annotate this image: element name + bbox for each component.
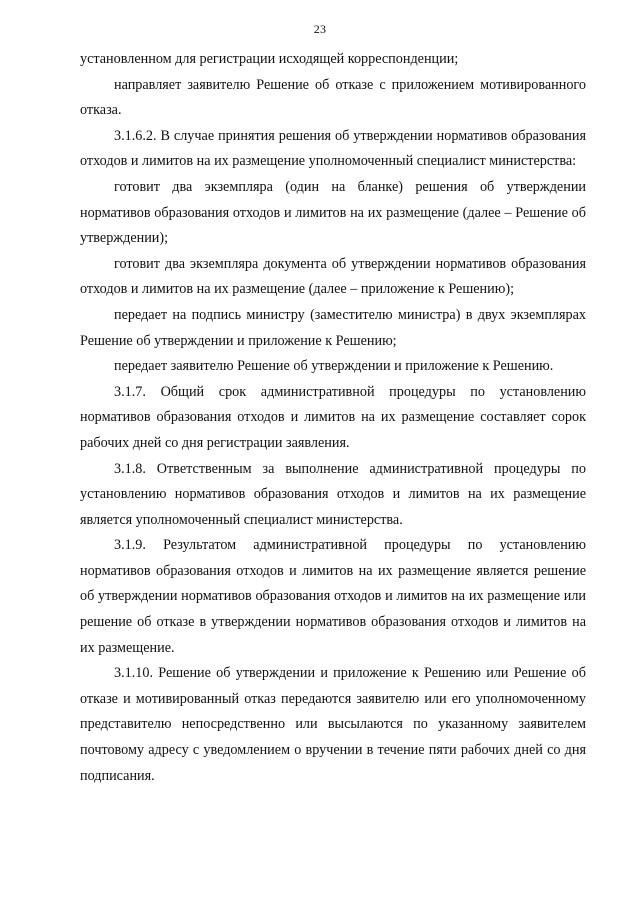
paragraph: 3.1.10. Решение об утверждении и приложение к Решению или Решение об отказе и мотивированный отказ передаются заявителю или его уполномоченному представителю непосредственно или высылаются по указанному заявителем почтовому адресу с уведомлением о вручении в течение пяти рабочих дней со дня подписания. <box>80 665 586 784</box>
paragraph: передает заявителю Решение об утверждении и приложение к Решению. <box>114 358 554 375</box>
paragraph: 3.1.9. Результатом административной процедуры по установлению нормативов образования отходов и лимитов на их размещение является решение об утверждении нормативов образования отходов и лимитов на их размещение или решение об отказе в утверждении нормативов образования отходов и лимитов на их размещение. <box>80 537 586 656</box>
paragraph: установленном для регистрации исходящей корреспонденции; <box>80 51 459 67</box>
paragraph: передает на подпись министру (заместителю министра) в двух экземплярах Решение об утверждении и приложение к Решению; <box>80 306 586 349</box>
paragraph: направляет заявителю Решение об отказе с приложением мотивированного отказа. <box>80 76 586 119</box>
paragraph: 3.1.6.2. В случае принятия решения об утверждении нормативов образования отходов и лимитов на их размещение уполномоченный специалист министерства: <box>80 127 586 170</box>
document-body <box>80 47 586 789</box>
paragraph: 3.1.7. Общий срок административной процедуры по установлению нормативов образования отходов и лимитов на их размещение составляет сорок рабочих дней со дня регистрации заявления. <box>80 383 586 451</box>
paragraph: 3.1.8. Ответственным за выполнение административной процедуры по установлению нормативов образования отходов и лимитов на их размещение является уполномоченный специалист министерства. <box>80 460 586 528</box>
paragraph: готовит два экземпляра (один на бланке) решения об утверждении нормативов образования отходов и лимитов на их размещение (далее – Решение об утверждении); <box>80 178 586 247</box>
paragraph: готовит два экземпляра документа об утверждении нормативов образования отходов и лимитов на их размещение (далее – приложение к Решению); <box>80 255 586 298</box>
page-number: 23 <box>313 22 327 36</box>
